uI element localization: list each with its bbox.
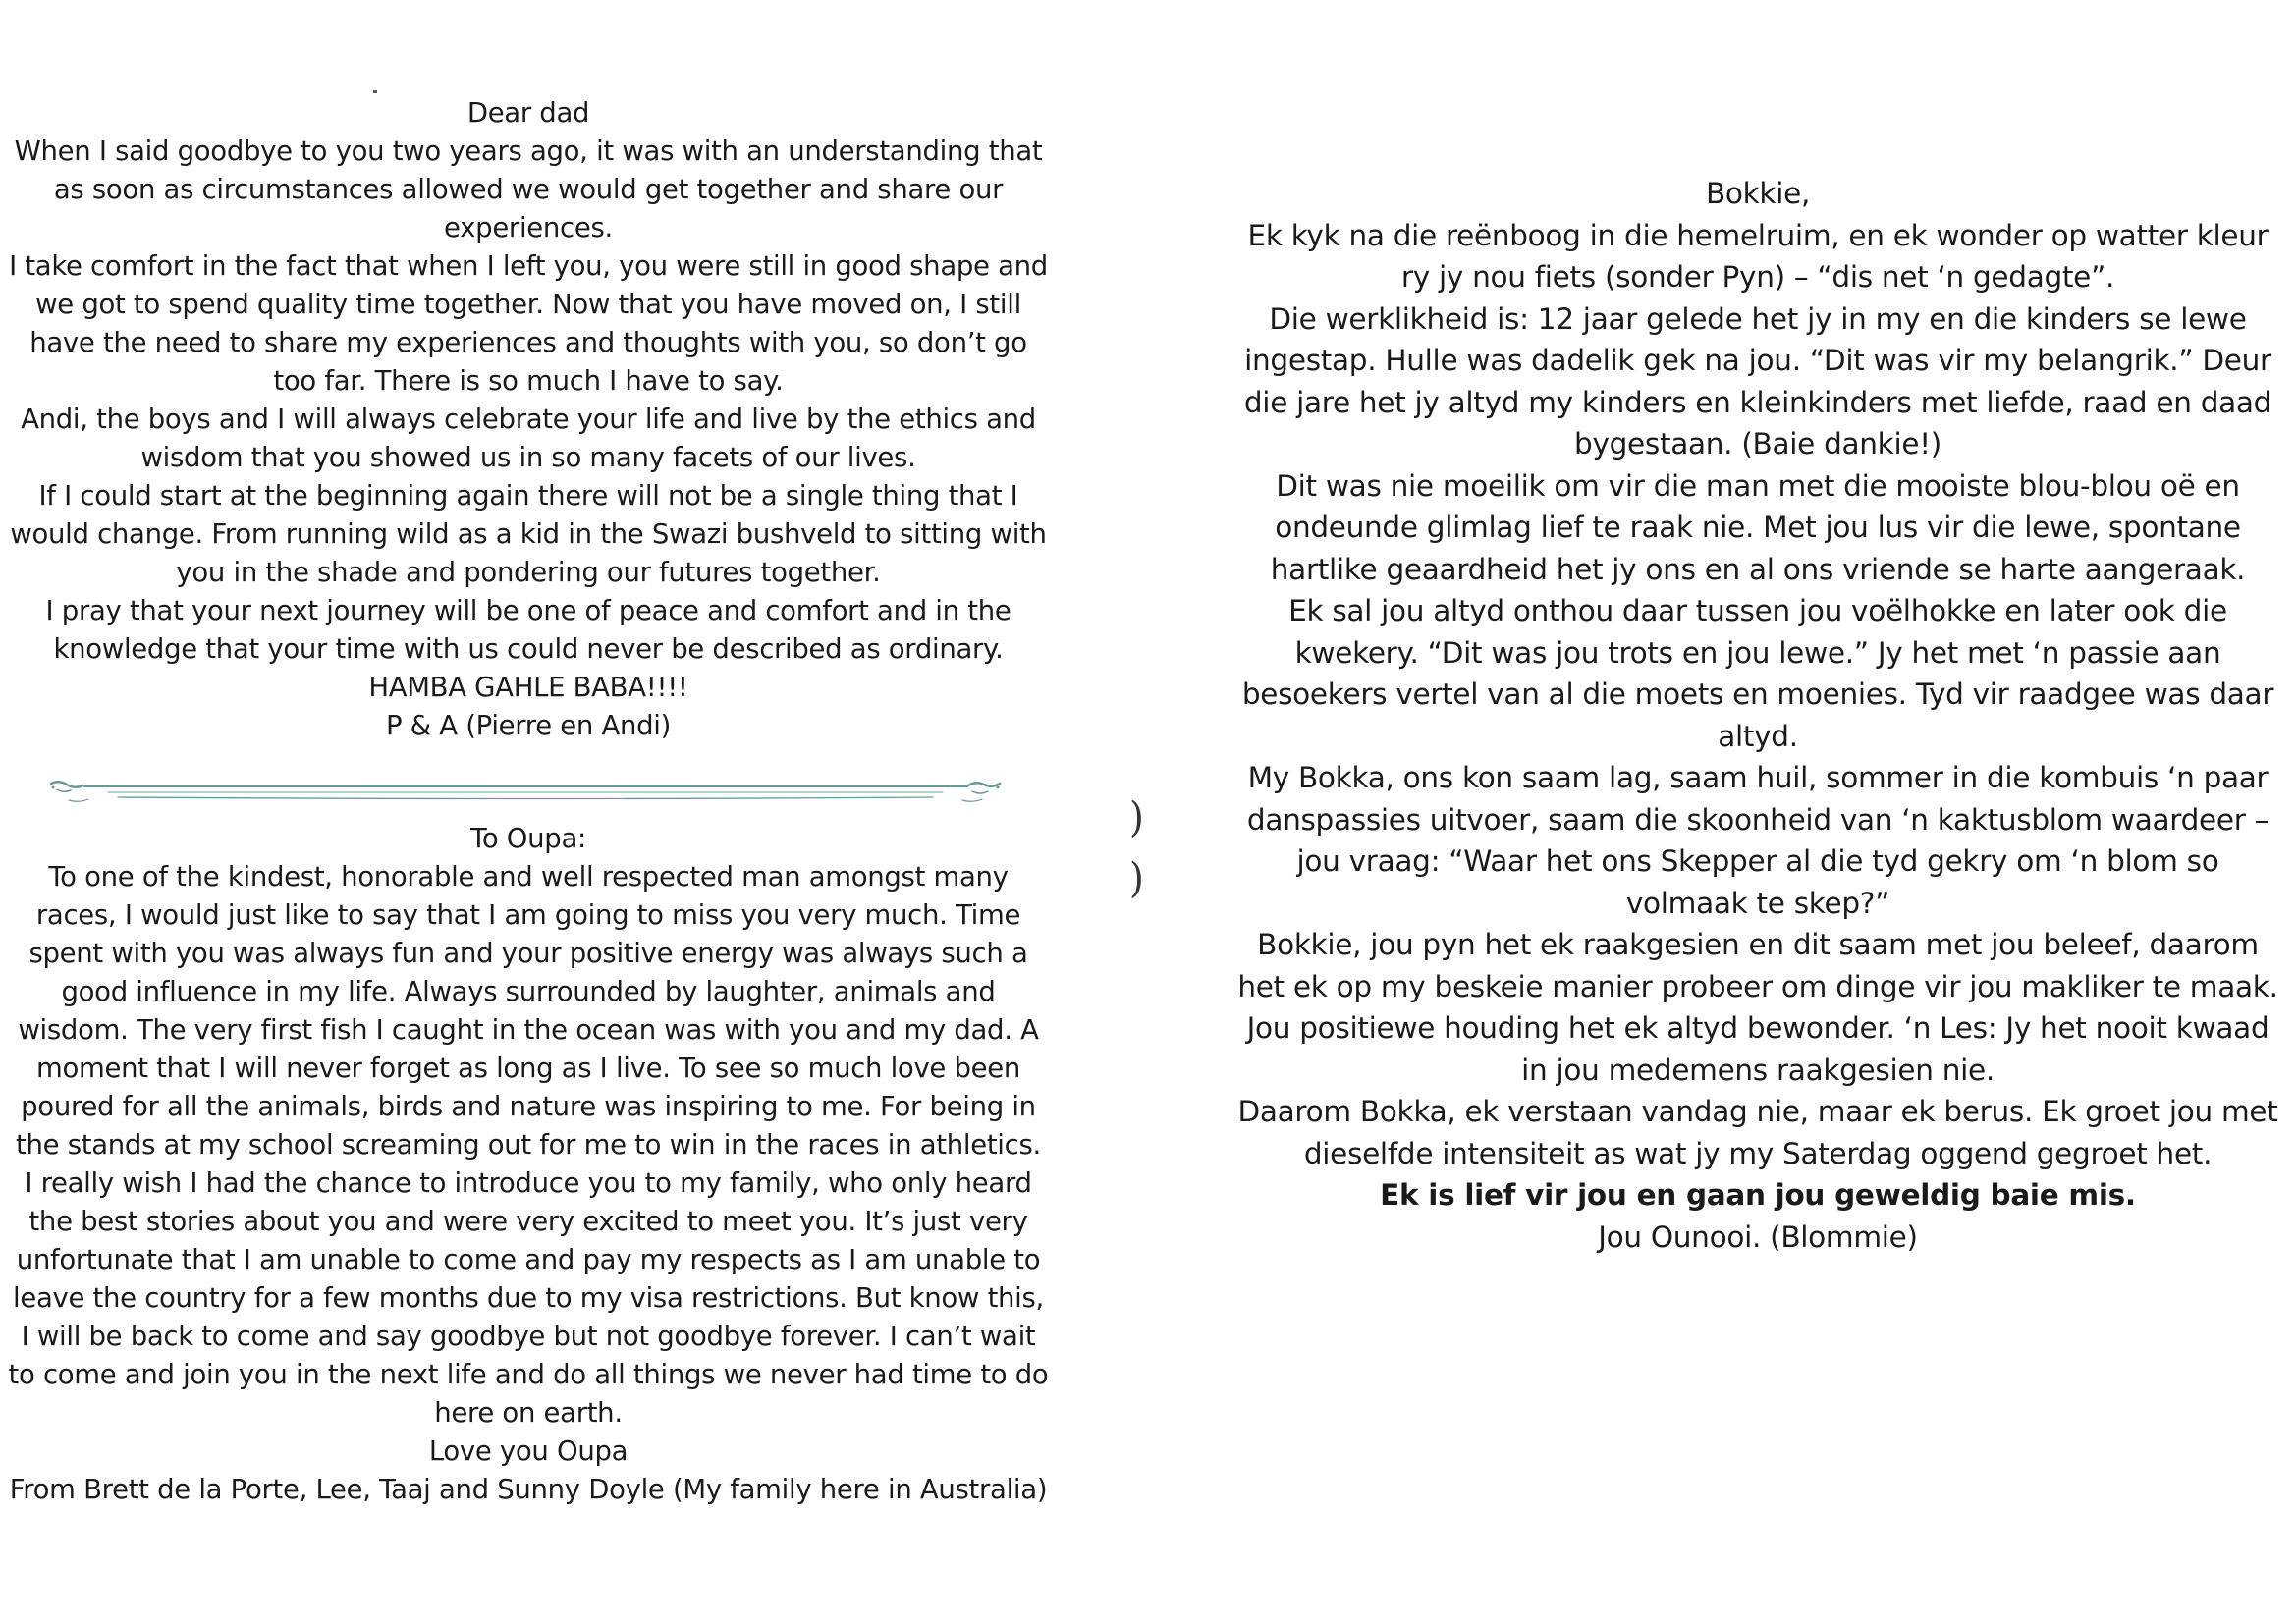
margin-bracket: ) [1129, 792, 1144, 841]
dad-paragraph: Andi, the boys and I will always celebrate your life and live by the ethics and wisdom that you showed us in so many facets of our lives. [21, 404, 1036, 473]
stray-mark [373, 90, 377, 93]
oupa-signature: From Brett de la Porte, Lee, Taaj and Sunny Doyle (My family here in Australia) [9, 1474, 1048, 1505]
letter-to-dad [8, 94, 1049, 745]
bokkie-paragraph: Die werklikheid is: 12 jaar gelede het jy in my en die kinders se lewe ingestap. Hulle was dadelik gek na jou. “Dit was vir my belangrik.” Deur die jare het jy altyd my kinders en kleinkinders met liefde, raad en daad bygestaan. (Baie dankie!) [1243, 301, 2272, 460]
flourish-divider-icon [49, 770, 1002, 809]
bokkie-salutation: Bokkie, [1705, 177, 1811, 210]
dad-paragraph: If I could start at the beginning again there will not be a single thing that I would change. From running wild as a kid in the Swazi bushveld to sitting with you in the shade and pondering our futures together. [10, 480, 1047, 588]
dad-paragraph: I take comfort in the fact that when I left you, you were still in good shape and we got to spend quality time together. Now that you have moved on, I still have the need to share my experiences and thoughts with you, so don’t go too far. There is so much I have to say. [9, 250, 1048, 397]
bokkie-paragraph: My Bokka, ons kon saam lag, saam huil, sommer in die kombuis ‘n paar danspassies uitvoer, saam die skoonheid van ‘n kaktusblom waardeer – jou vraag: “Waar het ons Skepper al die tyd gekry om ‘n blom so volmaak te skep?” [1246, 761, 2269, 920]
bokkie-paragraph: Daarom Bokka, ek verstaan vandag nie, maar ek berus. Ek groet jou met dieselfde intensiteit as wat jy my Saterdag oggend gegroet het. [1237, 1095, 2278, 1170]
bokkie-signature: Jou Ounooi. (Blommie) [1598, 1219, 1918, 1254]
bokkie-farewell: Ek is lief vir jou en gaan jou geweldig baie mis. [1380, 1178, 2136, 1212]
oupa-salutation: To Oupa: [470, 823, 586, 854]
bokkie-paragraph: Dit was nie moeilik om vir die man met die mooiste blou-blou oë en ondeunde glimlag lief te raak nie. Met jou lus vir die lewe, spontane hartlike geaardheid het jy ons en al ons vriende se harte aangeraak. [1270, 468, 2246, 586]
bokkie-paragraph: Ek sal jou altyd onthou daar tussen jou voëlhokke en later ook die kwekery. “Dit was jou trots en jou lewe.” Jy het met ‘n passie aan besoekers vertel van al die moets en moenies. Tyd vir raadgee was daar altyd. [1241, 594, 2274, 753]
bokkie-paragraph: Bokkie, jou pyn het ek raakgesien en dit saam met jou beleef, daarom het ek op my beskeie manier probeer om dinge vir jou makliker te maak. Jou positiewe houding het ek altyd bewonder. ‘n Les: Jy het nooit kwaad in jou medemens raakgesien nie. [1237, 928, 2278, 1087]
dad-salutation: Dear dad [466, 97, 590, 129]
margin-bracket: ) [1129, 853, 1144, 902]
dad-paragraph: When I said goodbye to you two years ago, it was with an understanding that as soon as circumstances allowed we would get together and share our experiences. [14, 135, 1043, 244]
letter-to-oupa [8, 820, 1049, 1509]
oupa-paragraph: To one of the kindest, honorable and well respected man amongst many races, I would just like to say that I am going to miss you very much. Time spent with you was always fun and your positive energy was always such a good influence in my life. Always surrounded by laughter, animals and wisdom. The very first fish I caught in the ocean was with you and my dad. A moment that I will never forget as long as I live. To see so much love been poured for all the animals, birds and nature was inspiring to me. For being in the stands at my school screaming out for me to win in the races in athletics. I really wish I had the chance to introduce you to my family, who only heard the best stories about you and were very excited to meet you. It’s just very unfortunate that I am unable to come and pay my respects as I am unable to leave the country for a few months due to my visa restrictions. But know this, I will be back to come and say goodbye but not goodbye forever. I can’t wait to come and join you in the next life and do all things we never had time to do here on earth. [8, 861, 1049, 1429]
dad-signature: P & A (Pierre en Andi) [385, 710, 672, 741]
right-page [1218, 0, 2296, 1624]
oupa-farewell: Love you Oupa [428, 1435, 629, 1467]
left-page [0, 0, 1061, 1624]
dad-paragraph: I pray that your next journey will be one of peace and comfort and in the knowledge that your time with us could never be described as ordinary. [45, 595, 1011, 665]
bokkie-paragraph: Ek kyk na die reënboog in die hemelruim, en ek wonder op watter kleur ry jy nou fiets (sonder Pyn) – “dis net ‘n gedagte”. [1247, 218, 2269, 294]
dad-farewell: HAMBA GAHLE BABA!!!! [368, 672, 688, 703]
letter-to-bokkie [1237, 173, 2278, 1258]
